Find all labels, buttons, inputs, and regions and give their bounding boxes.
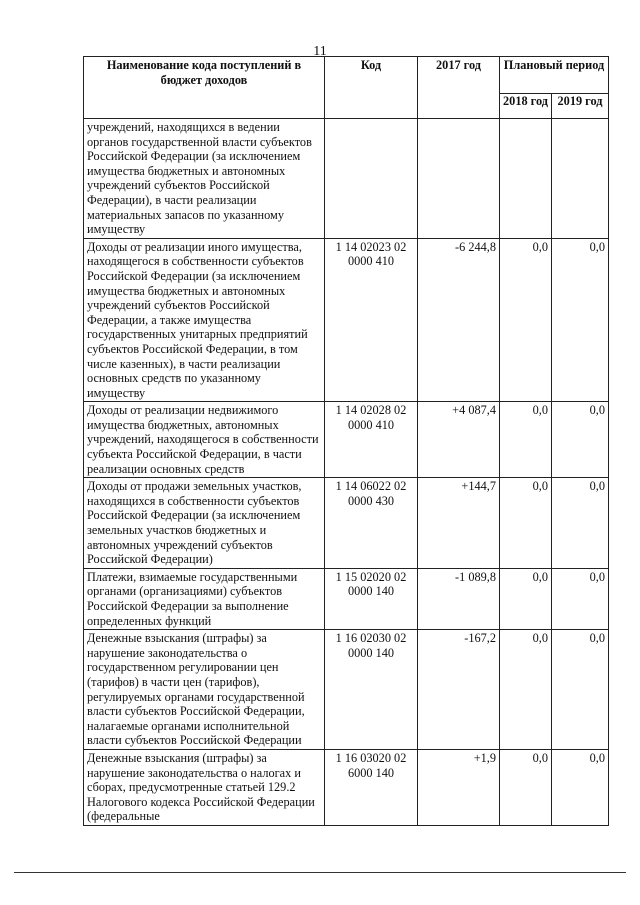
page-bottom-rule [14,872,626,873]
cell-code: 1 14 02023 02 0000 410 [325,238,418,402]
cell-2019 [552,119,609,239]
cell-2018: 0,0 [500,749,552,825]
header-year-2017: 2017 год [418,57,500,119]
header-name: Наименование кода поступлений в бюджет доходов [84,57,325,119]
header-year-2018: 2018 год [500,94,552,119]
revenue-table [83,56,609,826]
cell-name: Доходы от реализации недвижимого имущества бюджетных, автономных учреждений, находящегося в собственности субъекта Российской Федерации, в части реализации основных средств [84,402,325,478]
table-body [84,119,609,826]
table-row [84,402,609,478]
cell-2017: -167,2 [418,630,500,750]
table-row [84,238,609,402]
table-row [84,119,609,239]
cell-code: 1 15 02020 02 0000 140 [325,568,418,629]
cell-2018: 0,0 [500,478,552,569]
cell-2017: +1,9 [418,749,500,825]
cell-2019: 0,0 [552,630,609,750]
cell-code: 1 14 02028 02 0000 410 [325,402,418,478]
header-planned-period: Плановый период [500,57,609,94]
cell-2018: 0,0 [500,568,552,629]
cell-code: 1 16 02030 02 0000 140 [325,630,418,750]
cell-name: Денежные взыскания (штрафы) за нарушение законодательства о государственном регулировании цен (тарифов) в части цен (тарифов), регулируемых органами государственной власти субъектов Российской Федерации, налагаемые органами исполнительной власти субъектов Российской Федерации [84,630,325,750]
cell-2019: 0,0 [552,238,609,402]
header-year-2019: 2019 год [552,94,609,119]
cell-code: 1 16 03020 02 6000 140 [325,749,418,825]
cell-name: Денежные взыскания (штрафы) за нарушение законодательства о налогах и сборах, предусмотренные статьей 129.2 Налогового кодекса Российской Федерации (федеральные [84,749,325,825]
cell-name: Доходы от продажи земельных участков, находящихся в собственности субъектов Российской Федерации (за исключением земельных участков бюджетных и автономных учреждений субъектов Российской Федерации) [84,478,325,569]
cell-2017: -6 244,8 [418,238,500,402]
cell-2018 [500,119,552,239]
cell-name: учреждений, находящихся в ведении органов государственной власти субъектов Российской Федерации (за исключением имущества бюджетных и автономных учреждений субъектов Российской Федерации), в части реализации материальных запасов по указанному имуществу [84,119,325,239]
table-row [84,478,609,569]
cell-2018: 0,0 [500,630,552,750]
page-number: 11 [313,44,327,59]
cell-2017 [418,119,500,239]
cell-2018: 0,0 [500,238,552,402]
cell-2017: +4 087,4 [418,402,500,478]
table-row [84,749,609,825]
cell-2019: 0,0 [552,402,609,478]
cell-2017: -1 089,8 [418,568,500,629]
cell-name: Платежи, взимаемые государственными органами (организациями) субъектов Российской Федерации за выполнение определенных функций [84,568,325,629]
cell-2019: 0,0 [552,749,609,825]
table-row [84,630,609,750]
cell-name: Доходы от реализации иного имущества, находящегося в собственности субъектов Российской Федерации (за исключением имущества бюджетных и автономных учреждений субъектов Российской Федерации, а также имущества государственных унитарных предприятий субъектов Российской Федерации, в том числе казенных), в части реализации основных средств по указанному имуществу [84,238,325,402]
cell-code: 1 14 06022 02 0000 430 [325,478,418,569]
cell-2019: 0,0 [552,568,609,629]
table-row [84,568,609,629]
cell-code [325,119,418,239]
cell-2018: 0,0 [500,402,552,478]
cell-2017: +144,7 [418,478,500,569]
header-code: Код [325,57,418,119]
cell-2019: 0,0 [552,478,609,569]
